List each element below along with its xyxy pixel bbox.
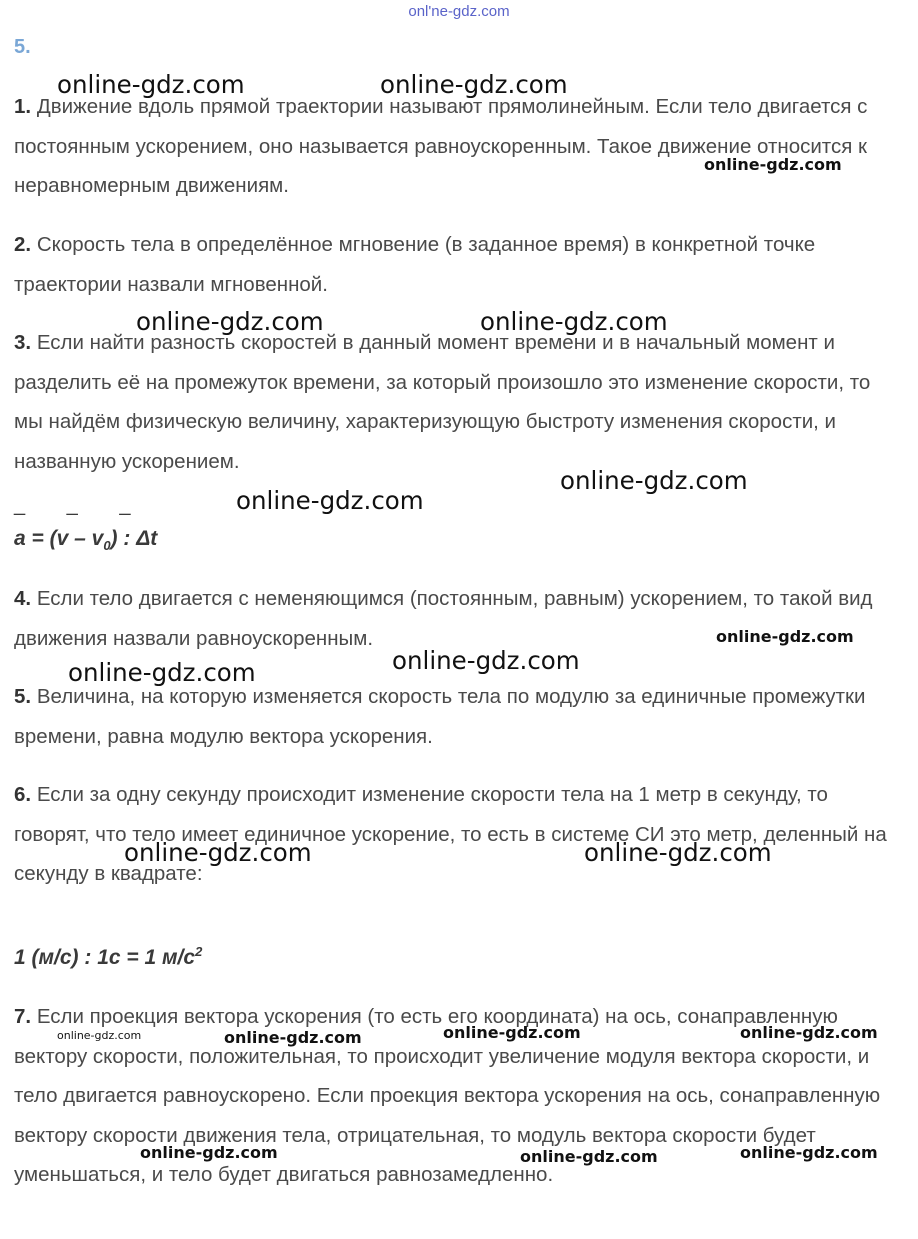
watermark-text: online-gdz.com [704, 155, 842, 174]
watermark-text: online-gdz.com [740, 1143, 878, 1162]
item-number: 6. [14, 783, 32, 806]
item-number: 1. [14, 95, 32, 118]
watermark-text: online-gdz.com [136, 307, 324, 336]
watermark-text: online-gdz.com [584, 838, 772, 867]
item-number: 5. [14, 685, 32, 708]
watermark-text: online-gdz.com [443, 1023, 581, 1042]
acceleration-formula [14, 527, 157, 553]
watermark-text: online-gdz.com [124, 838, 312, 867]
vector-marks: _ _ _ [14, 494, 149, 516]
formula-part: a = (v – v [14, 527, 104, 550]
formula-subscript: 0 [103, 538, 111, 554]
item-number: 3. [14, 331, 32, 354]
watermark-text: online-gdz.com [57, 1029, 142, 1042]
item-text: Если за одну секунду происходит изменение скорости тела на 1 метр в секунду, то говорят, что тело имеет единичное ускорение, то есть в системе СИ это метр, деленный на секунду в квадрате: [14, 783, 887, 885]
item-text: Скорость тела в определённое мгновение (в заданное время) в конкретной точке траектории назвали мгновенной. [14, 233, 816, 296]
item-text: Величина, на которую изменяется скорость тела по модулю за единичные промежутки времени, равна модулю вектора ускорения. [14, 685, 866, 748]
item-5 [14, 677, 904, 756]
watermark-text: online-gdz.com [68, 658, 256, 687]
item-number: 7. [14, 1005, 32, 1028]
top-watermark: onl'ne-gdz.com [408, 3, 510, 20]
item-3 [14, 323, 904, 481]
item-text: Если тело двигается с неменяющимся (постоянным, равным) ускорением, то такой вид движения назвали равноускоренным. [14, 587, 873, 650]
watermark-text: online-gdz.com [560, 466, 748, 495]
item-1 [14, 87, 904, 206]
watermark-text: online-gdz.com [236, 486, 424, 515]
unit-formula [14, 944, 202, 970]
item-6 [14, 775, 904, 894]
item-text: Если найти разность скоростей в данный момент времени и в начальный момент и разделить её на промежуток времени, за который произошло это изменение скорости, то мы найдём физическую величину, характеризующую быстроту изменения скорости, и названную ускорением. [14, 331, 871, 473]
formula-part: 1 (м/с) : 1с = 1 м/с [14, 946, 196, 969]
watermark-text: online-gdz.com [740, 1023, 878, 1042]
watermark-text: online-gdz.com [57, 70, 245, 99]
formula-superscript: 2 [195, 944, 203, 959]
watermark-text: online-gdz.com [224, 1028, 362, 1047]
watermark-text: online-gdz.com [140, 1143, 278, 1162]
formula-part: ) : Δt [110, 527, 158, 550]
watermark-text: online-gdz.com [716, 627, 854, 646]
item-2 [14, 225, 904, 304]
item-text: Если проекция вектора ускорения (то есть его координата) на ось, сонаправленную вектору скорости, положительная, то происходит увеличение модуля вектора скорости, и тело двигается равноускорено. Если проекция вектора ускорения на ось, сонаправленную вектору скорости движения тела, отрицательная, то модуль вектора скорости будет уменьшаться, и тело будет двигаться равнозамедленно. [14, 1005, 881, 1186]
item-number: 4. [14, 587, 32, 610]
task-number: 5. [14, 36, 31, 58]
watermark-text: online-gdz.com [520, 1147, 658, 1166]
watermark-text: online-gdz.com [380, 70, 568, 99]
item-text: Движение вдоль прямой траектории называют прямолинейным. Если тело двигается с постоянным ускорением, оно называется равноускоренным. Такое движение относится к неравномерным движениям. [14, 95, 868, 197]
item-number: 2. [14, 233, 32, 256]
watermark-text: online-gdz.com [480, 307, 668, 336]
watermark-text: online-gdz.com [392, 646, 580, 675]
